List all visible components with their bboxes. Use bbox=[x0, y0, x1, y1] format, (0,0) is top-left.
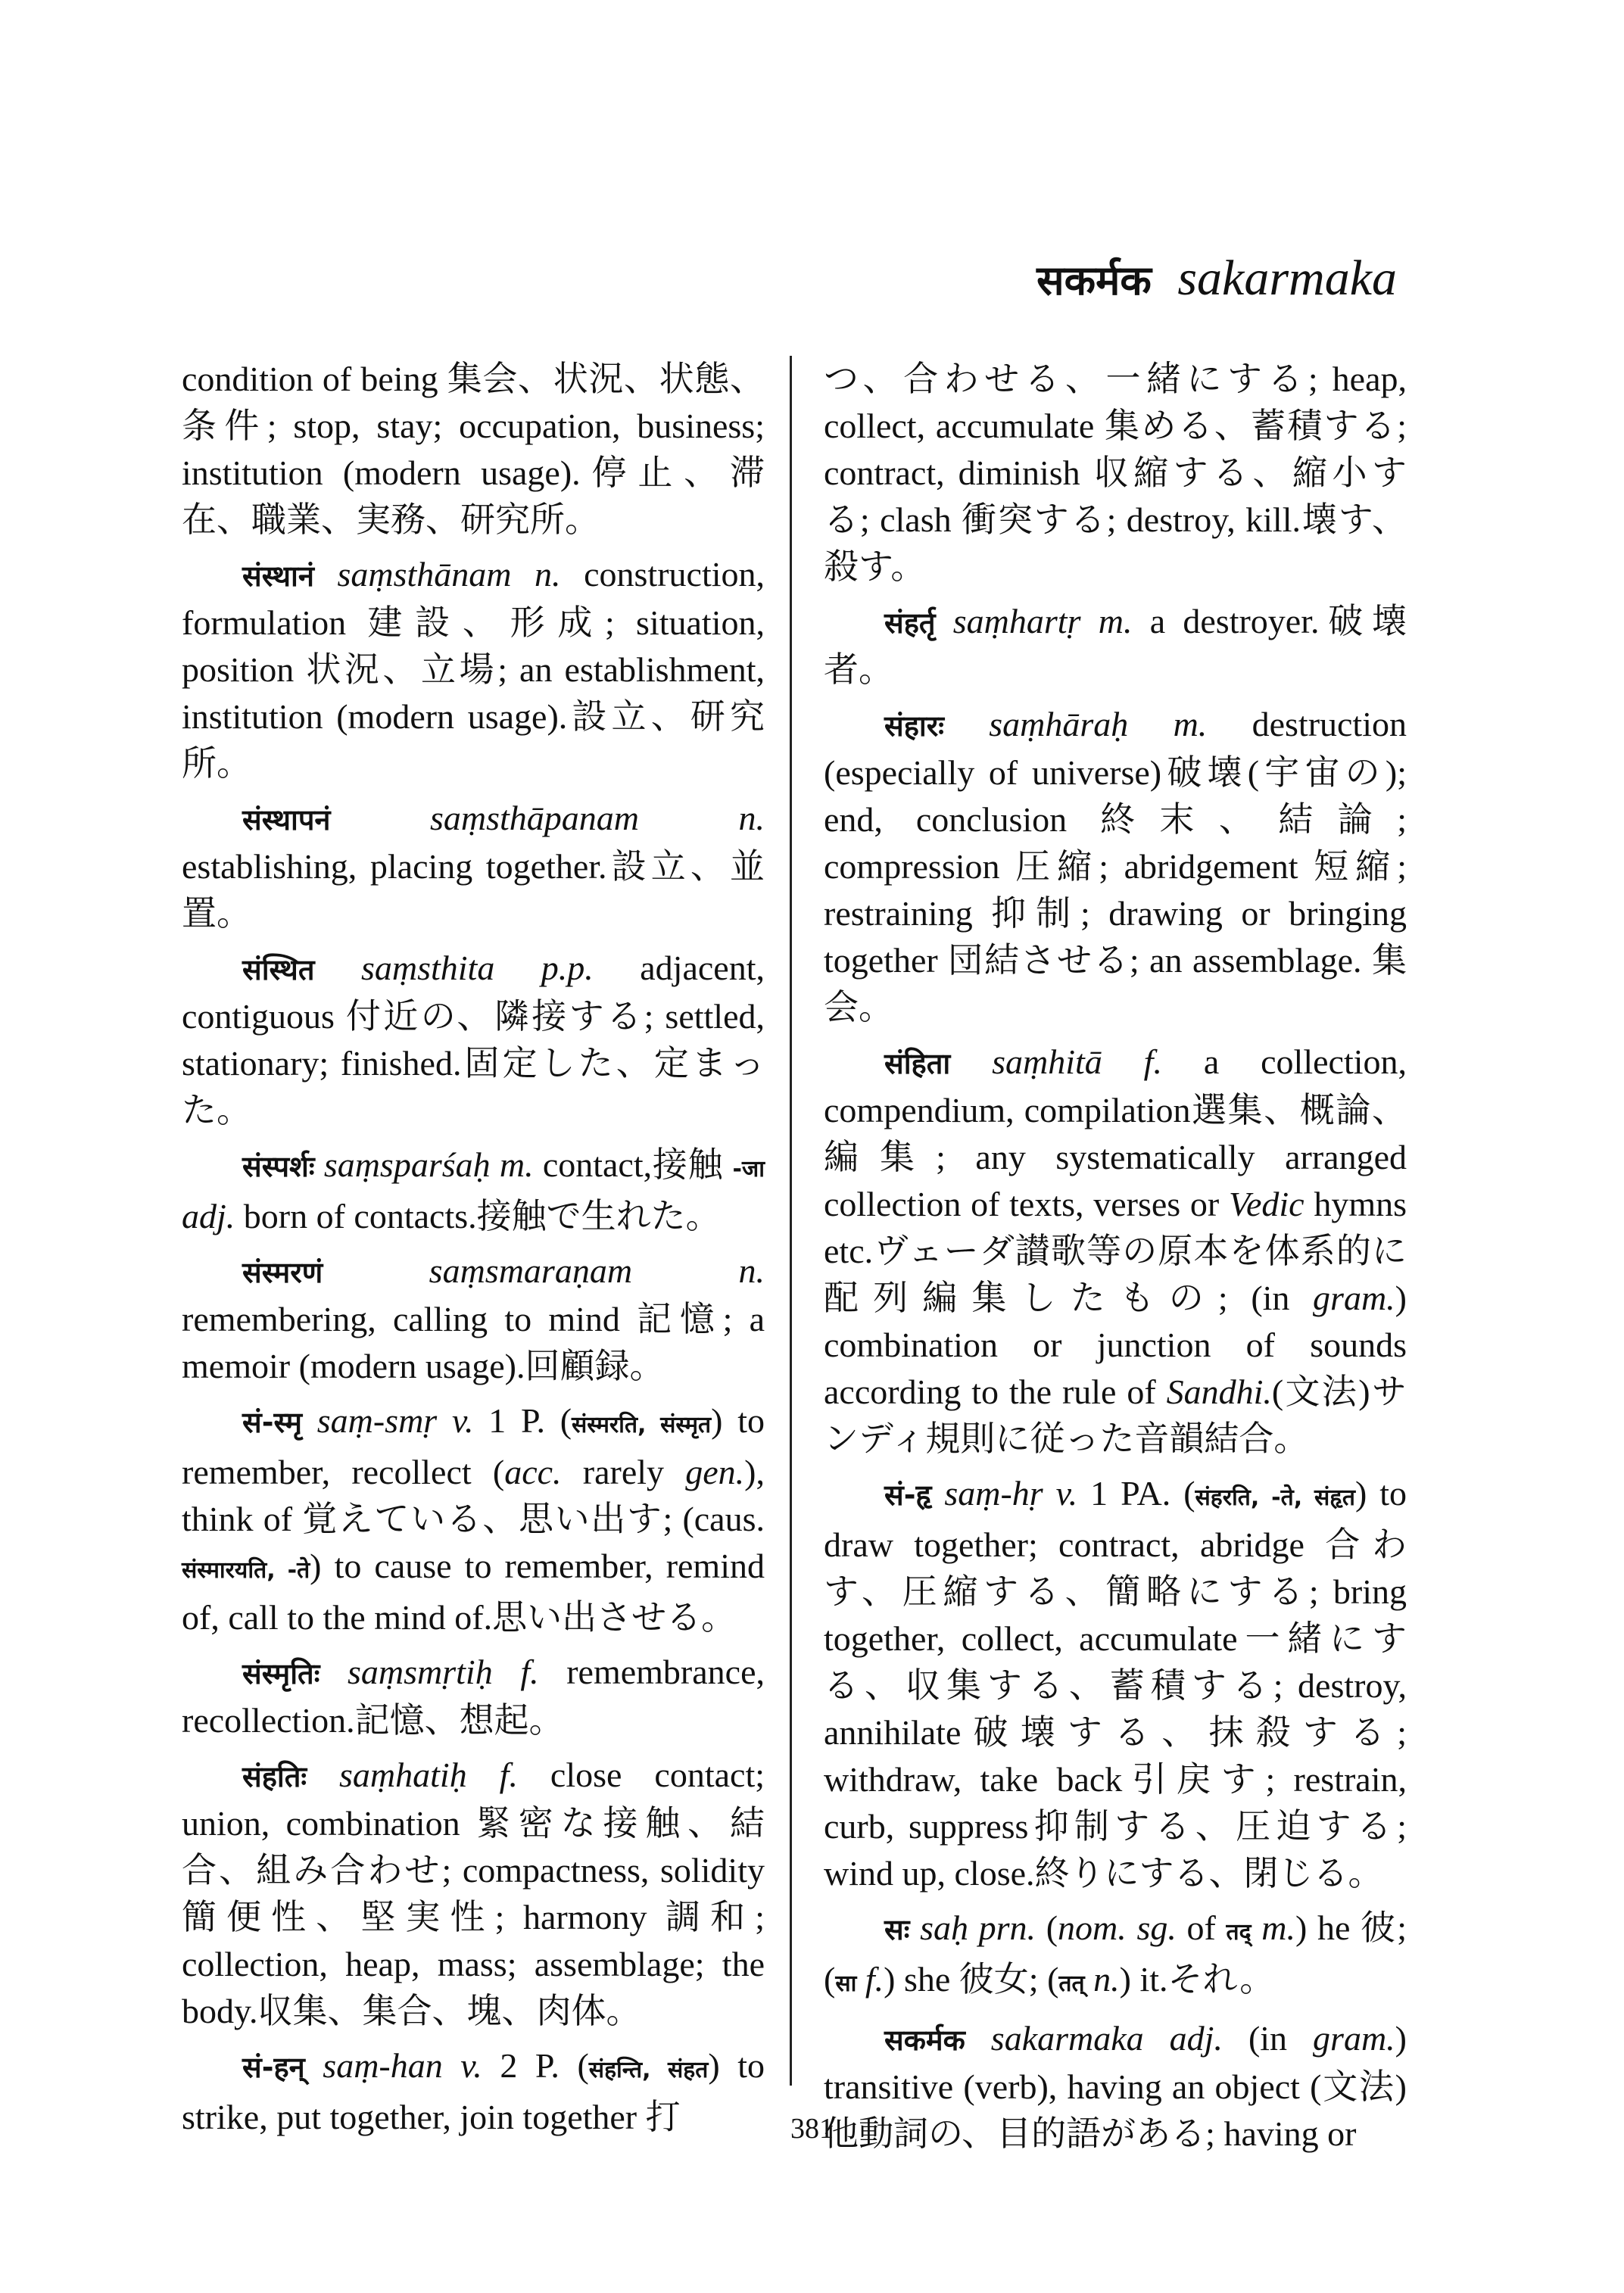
italic-text: m. bbox=[1261, 1908, 1295, 1947]
dictionary-entry bbox=[824, 1470, 1407, 1897]
italic-text: saṃsthita p.p. bbox=[360, 949, 594, 987]
entry-text: ) to cause to remember, remind of, call to the mind of.思い出させる。 bbox=[182, 1547, 765, 1637]
entry-text bbox=[315, 1145, 324, 1184]
italic-text: gen. bbox=[685, 1453, 745, 1491]
entry-text bbox=[936, 602, 953, 640]
headword-devanagari: संस्पर्शः bbox=[242, 1150, 315, 1183]
italic-text: saṃhitā f. bbox=[992, 1042, 1162, 1081]
inline-devanagari: तद् bbox=[1226, 1919, 1252, 1946]
entry-text bbox=[965, 2019, 991, 2058]
entry-continuation bbox=[182, 356, 765, 544]
entry-text: a collection, compendium, compilation選集、概論、編集; any systematically arranged collection of texts, verses or bbox=[824, 1042, 1407, 1223]
inline-devanagari: सा bbox=[835, 1971, 857, 1997]
entry-text bbox=[856, 1960, 865, 1999]
entry-text: ) transitive (verb), having an object (文法) 他動詞の、目的語がある; having or bbox=[824, 2019, 1407, 2153]
entry-text: born of contacts.接触で生れた。 bbox=[235, 1197, 721, 1235]
italic-text: saḥ prn. bbox=[920, 1908, 1036, 1947]
headword-devanagari: संस्थित bbox=[242, 953, 315, 986]
entry-text: ), think of 覚えている、思い出す; (caus. bbox=[182, 1453, 765, 1538]
entry-text: construction, formulation 建設、形成; situation, position 状況、立場; an establishment, institution (modern usage).設立、研究所。 bbox=[182, 555, 765, 783]
header-devanagari: सकर्मक bbox=[1036, 258, 1152, 304]
headword-devanagari: सं-हन् bbox=[242, 2051, 305, 2084]
entry-text: ) it.それ。 bbox=[1119, 1960, 1275, 1999]
entry-text: つ、合わせる、一緒にする; heap, collect, accumulate 集める、蓄積する; contract, diminish 収縮する、縮小する; clash 衝突する; destroy, kill.壊す、殺す。 bbox=[824, 360, 1407, 586]
entry-text bbox=[314, 555, 338, 594]
inline-devanagari: -जा bbox=[732, 1156, 765, 1182]
headword-devanagari: सं-हृ bbox=[884, 1478, 932, 1512]
italic-text: saṃsparśaḥ m. bbox=[323, 1145, 534, 1184]
inline-devanagari: संहन्ति, संहत bbox=[588, 2057, 709, 2083]
italic-text: saṃsmṛtiḥ f. bbox=[348, 1653, 539, 1691]
dictionary-entry bbox=[182, 1397, 765, 1641]
italic-text: acc. bbox=[504, 1453, 562, 1491]
italic-text: Vedic bbox=[1228, 1185, 1304, 1223]
entry-text: ) to strike, put together, join together 打 bbox=[182, 2046, 765, 2136]
italic-text: n. bbox=[1093, 1960, 1120, 1999]
entry-text: a destroyer.破壊者。 bbox=[824, 602, 1407, 689]
entry-text: (in bbox=[1222, 2019, 1314, 2058]
headword-devanagari: सं-स्मृ bbox=[242, 1406, 302, 1439]
italic-text: saṃhāraḥ m. bbox=[989, 705, 1208, 743]
inline-devanagari: संस्मरति, संस्मृत bbox=[572, 1412, 712, 1438]
inline-devanagari: संहरति, -ते, संहृत bbox=[1195, 1485, 1355, 1511]
entry-text bbox=[950, 1042, 992, 1081]
entry-text bbox=[931, 1474, 944, 1513]
italic-text: f. bbox=[865, 1960, 884, 1999]
headword-devanagari: संस्थापनं bbox=[242, 803, 331, 837]
dictionary-entry bbox=[824, 701, 1407, 1031]
entry-text: condition of being 集会、状況、状態、条件; stop, stay; occupation, business; institution (modern usage).停止、滞在、職業、実務、研究所。 bbox=[182, 360, 765, 539]
entry-text: hymns etc.ヴェーダ讃歌等の原本を体系的に配列編集したもの; (in bbox=[824, 1185, 1407, 1317]
headword-devanagari: संहिता bbox=[884, 1047, 951, 1080]
italic-text: Sandhi. bbox=[1166, 1372, 1272, 1411]
inline-devanagari: संस्मारयति, -ते bbox=[182, 1557, 310, 1584]
dictionary-entry bbox=[182, 795, 765, 937]
headword-devanagari: संस्थानं bbox=[242, 559, 314, 593]
entry-text bbox=[1252, 1908, 1262, 1947]
entry-text: ) she 彼女; ( bbox=[884, 1960, 1059, 1999]
italic-text: saṃ-hṛ v. bbox=[944, 1474, 1078, 1513]
italic-text: nom. sg. bbox=[1058, 1908, 1177, 1947]
entry-text: destruction (especially of universe)破壊(宇宙の); end, conclusion 終末、結論; compression 圧縮; abridgement 短縮; restraining 抑制; drawing or bringing together 団結させる; an assemblage. 集会。 bbox=[824, 705, 1407, 1027]
header-latin: sakarmaka bbox=[1177, 251, 1397, 306]
headword-devanagari: संस्मृतिः bbox=[242, 1657, 320, 1690]
italic-text: sakarmaka adj. bbox=[990, 2019, 1223, 2058]
entry-text bbox=[302, 1401, 317, 1440]
dictionary-entry bbox=[182, 1142, 765, 1240]
entry-text: close contact; union, combination 緊密な接触、結合、組み合わせ; compactness, solidity 簡便性、堅実性; harmony 調和; collection, heap, mass; assemblage; the body.収集、集合、塊、肉体。 bbox=[182, 1756, 765, 2030]
headword-devanagari: संहतिः bbox=[242, 1760, 307, 1793]
entry-text bbox=[323, 1251, 429, 1290]
dictionary-entry bbox=[182, 1248, 765, 1390]
headword-devanagari: सः bbox=[884, 1913, 910, 1946]
entry-text: contact,接触 bbox=[533, 1145, 733, 1184]
italic-text: saṃ-han v. bbox=[323, 2046, 482, 2085]
dictionary-entry bbox=[824, 1039, 1407, 1463]
entry-text: ) combination or junction of sounds according to the rule of bbox=[824, 1279, 1407, 1411]
dictionary-entry bbox=[182, 945, 765, 1134]
entry-text: ) to draw together; contract, abridge 合わす、圧縮する、簡略にする; bring together, collect, accumulate一緒にする、収集する、蓄積する; destroy, annihilate破壊する、抹殺する; withdraw, take back引戻す; restrain, curb, suppress抑制する、圧迫する; wind up, close.終りにする、閉じる。 bbox=[824, 1474, 1407, 1893]
dictionary-entry bbox=[824, 598, 1407, 693]
page-number: 381 bbox=[790, 2113, 834, 2145]
entry-text: establishing, placing together.設立、並置。 bbox=[182, 847, 765, 933]
entry-text: 1 PA. ( bbox=[1077, 1474, 1195, 1513]
entry-text: ( bbox=[1036, 1908, 1058, 1947]
entry-text bbox=[909, 1908, 920, 1947]
entry-text bbox=[944, 705, 989, 743]
italic-text: gram. bbox=[1313, 1279, 1395, 1317]
entry-text bbox=[305, 2046, 323, 2085]
right-column bbox=[824, 356, 1407, 2165]
dictionary-entry bbox=[182, 551, 765, 787]
dictionary-entry bbox=[824, 1905, 1407, 2008]
italic-text: gram. bbox=[1313, 2019, 1395, 2058]
entry-text: rarely bbox=[561, 1453, 686, 1491]
entry-text: remembrance, recollection.記憶、想起。 bbox=[182, 1653, 765, 1740]
column-divider bbox=[790, 356, 792, 2086]
entry-text: of bbox=[1176, 1908, 1227, 1947]
headword-devanagari: संहारः bbox=[884, 709, 944, 743]
italic-text: saṃhartṛ m. bbox=[952, 602, 1133, 640]
italic-text: saṃsmaraṇam n. bbox=[429, 1251, 765, 1290]
entry-text bbox=[1085, 1960, 1094, 1999]
entry-text bbox=[320, 1653, 348, 1691]
entry-text: ) he 彼; ( bbox=[824, 1908, 1407, 1999]
italic-text: saṃsthānam n. bbox=[337, 555, 561, 594]
headword-devanagari: संहर्तृ bbox=[884, 606, 936, 640]
entry-text: adjacent, contiguous 付近の、隣接する; settled, stationary; finished.固定した、定まった。 bbox=[182, 949, 765, 1129]
entry-text: remembering, calling to mind 記憶; a memoir (modern usage).回顧録。 bbox=[182, 1300, 765, 1385]
entry-text: 2 P. ( bbox=[482, 2046, 589, 2085]
dictionary-entry bbox=[182, 1752, 765, 2035]
inline-devanagari: तत् bbox=[1058, 1971, 1085, 1997]
italic-text: saṃsthāpanam n. bbox=[430, 799, 765, 837]
entry-text bbox=[315, 949, 361, 987]
italic-text: adj. bbox=[182, 1197, 235, 1235]
entry-text: (文法)サンディ規則に従った音韻結合。 bbox=[824, 1372, 1407, 1458]
left-column bbox=[182, 356, 765, 2148]
headword-devanagari: संस्मरणं bbox=[242, 1256, 323, 1289]
running-header bbox=[1036, 251, 1397, 306]
entry-text bbox=[307, 1756, 339, 1794]
entry-text bbox=[331, 799, 430, 837]
italic-text: saṃ-smṛ v. bbox=[316, 1401, 474, 1440]
dictionary-entry bbox=[182, 1649, 765, 1744]
italic-text: saṃhatiḥ f. bbox=[339, 1756, 518, 1794]
entry-text: 1 P. ( bbox=[473, 1401, 572, 1440]
headword-devanagari: सकर्मक bbox=[884, 2024, 965, 2057]
entry-text: ) to remember, recollect ( bbox=[182, 1401, 765, 1491]
entry-continuation bbox=[824, 356, 1407, 590]
